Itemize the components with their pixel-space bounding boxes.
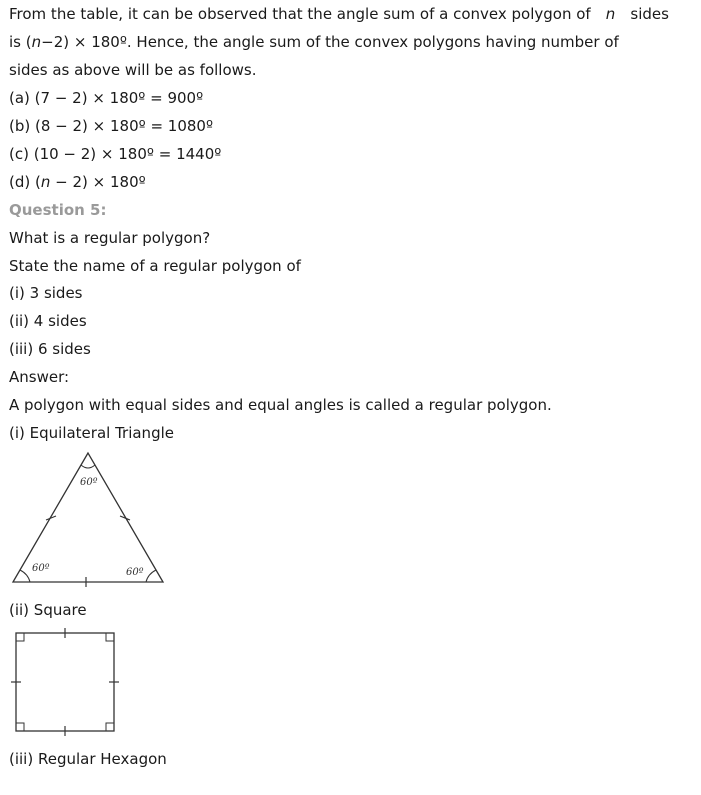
angle-label-top: 60º: [80, 477, 98, 488]
variable-n: n: [605, 5, 616, 23]
variable-n: n: [31, 33, 42, 51]
definition: A polygon with equal sides and equal angles is called a regular polygon.: [9, 396, 552, 414]
square-outline: [16, 633, 114, 731]
intro-line-1: [9, 4, 669, 24]
equilateral-triangle-figure: [0, 445, 180, 590]
angle-arc-right: [146, 570, 156, 582]
right-angle-marker-tr: [106, 633, 114, 641]
right-angle-marker-tl: [16, 633, 24, 641]
intro-text-1b: sides: [630, 5, 669, 23]
angle-arc-top: [81, 465, 95, 468]
answer-c: (c) (10 − 2) × 180º = 1440º: [9, 145, 222, 163]
question-part-i: (i) 3 sides: [9, 284, 83, 302]
intro-line-2: [9, 32, 669, 52]
question-part-iii: (iii) 6 sides: [9, 340, 91, 358]
angle-label-left: 60º: [32, 563, 50, 574]
question-part-ii: (ii) 4 sides: [9, 312, 87, 330]
answer-d: (d) (n − 2) × 180º: [9, 173, 146, 191]
variable-n: n: [40, 173, 51, 191]
intro-text-1a: From the table, it can be observed that the angle sum of a convex polygon of: [9, 5, 591, 23]
question-line-1: What is a regular polygon?: [9, 229, 211, 247]
figure-label-hexagon: (iii) Regular Hexagon: [9, 750, 167, 768]
answer-label: Answer:: [9, 368, 70, 386]
figure-label-triangle: (i) Equilateral Triangle: [9, 424, 174, 442]
angle-label-right: 60º: [126, 567, 144, 578]
answer-a: (a) (7 − 2) × 180º = 900º: [9, 89, 204, 107]
intro-text-2: is (n−2) × 180º. Hence, the angle sum of the convex polygons having number of: [9, 33, 619, 51]
angle-arc-left: [20, 570, 30, 582]
intro-line-3: sides as above will be as follows.: [9, 61, 257, 79]
question-line-2: State the name of a regular polygon of: [9, 257, 301, 275]
question-heading: Question 5:: [9, 201, 107, 219]
answer-b: (b) (8 − 2) × 180º = 1080º: [9, 117, 214, 135]
right-angle-marker-bl: [16, 723, 24, 731]
figure-label-square: (ii) Square: [9, 601, 87, 619]
square-figure: [0, 622, 130, 738]
right-angle-marker-br: [106, 723, 114, 731]
